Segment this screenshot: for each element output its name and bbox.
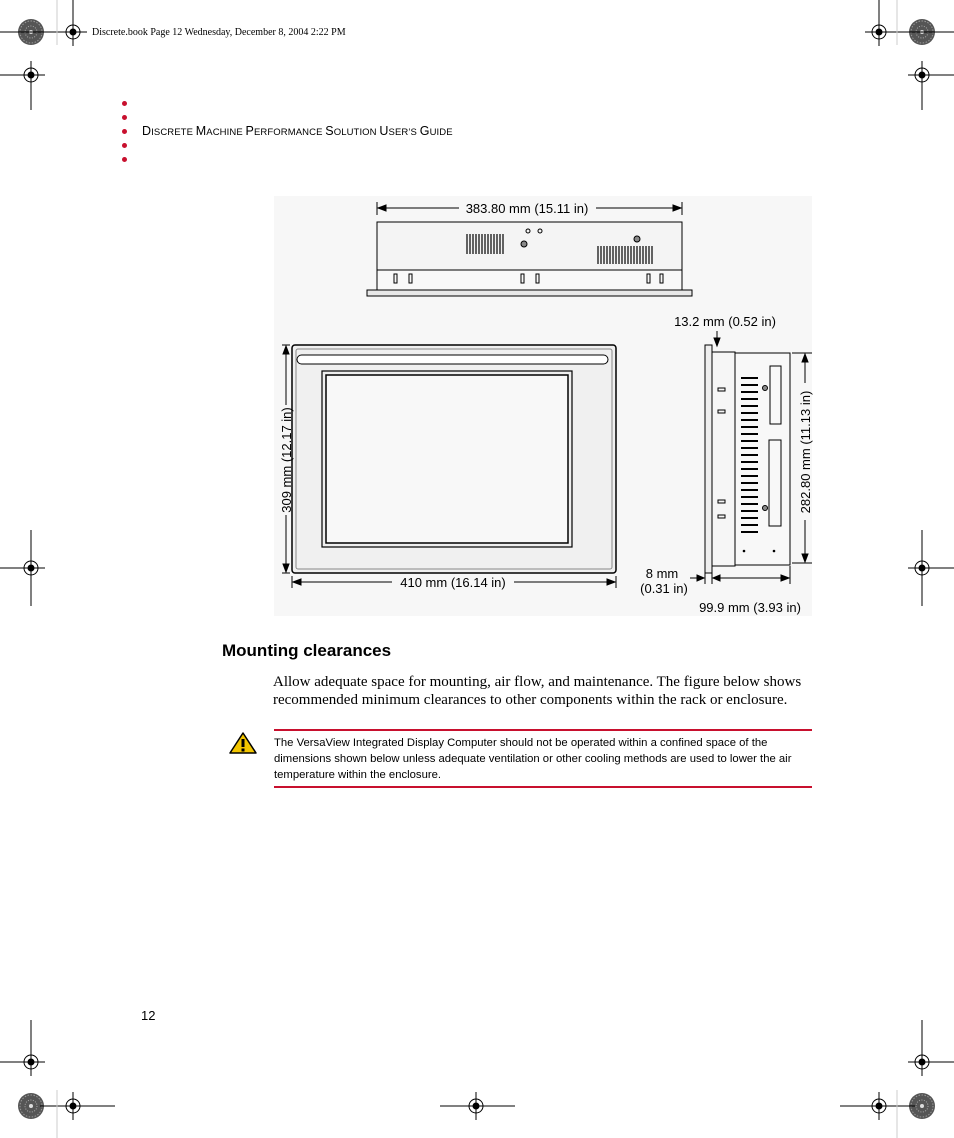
- caution-bottom-rule: [274, 786, 812, 788]
- caution-text: The VersaView Integrated Display Computer should not be operated within a confined space of the dimensions shown below unless adequate ventilation or other cooling methods are used to lower the air temperature within the enclosure.: [274, 737, 792, 781]
- side-bezel-label: 13.2 mm (0.52 in): [674, 314, 776, 329]
- top-width-label: 383.80 mm (15.11 in): [465, 201, 589, 216]
- registration-crosshair-icon: [59, 1092, 87, 1120]
- top-view: [367, 222, 692, 296]
- registration-crosshair-icon: [462, 1092, 490, 1120]
- front-height-label: 309 mm (12.17 in): [279, 407, 294, 513]
- body-paragraph: Allow adequate space for mounting, air flow, and maintenance. The figure below shows recommended minimum clearances to other components within the rack or enclosure.: [273, 674, 802, 708]
- registration-crosshair-icon: [17, 1048, 45, 1076]
- running-head: DISCRETE MACHINE PERFORMANCE SOLUTION USER’S GUIDE: [142, 124, 453, 138]
- section-title: Mounting clearances: [222, 641, 392, 660]
- front-view: [292, 345, 616, 573]
- side-height-label: 282.80 mm (11.13 in): [798, 390, 813, 514]
- front-width-label: 410 mm (16.14 in): [400, 575, 506, 590]
- book-slug: Discrete.book Page 12 Wednesday, December 8, 2004 2:22 PM: [92, 27, 346, 38]
- caution-warning-icon: [228, 731, 258, 755]
- caution-top-rule: [274, 729, 812, 731]
- registration-crosshair-icon: [865, 1092, 893, 1120]
- registration-crosshair-icon: [908, 1048, 936, 1076]
- side-offset-label-line1: 8 mm: [645, 566, 679, 581]
- side-view: [705, 345, 790, 573]
- side-offset-label-line2: (0.31 in): [640, 581, 688, 596]
- page-number: 12: [141, 1008, 156, 1023]
- side-depth-label: 99.9 mm (3.93 in): [699, 600, 801, 615]
